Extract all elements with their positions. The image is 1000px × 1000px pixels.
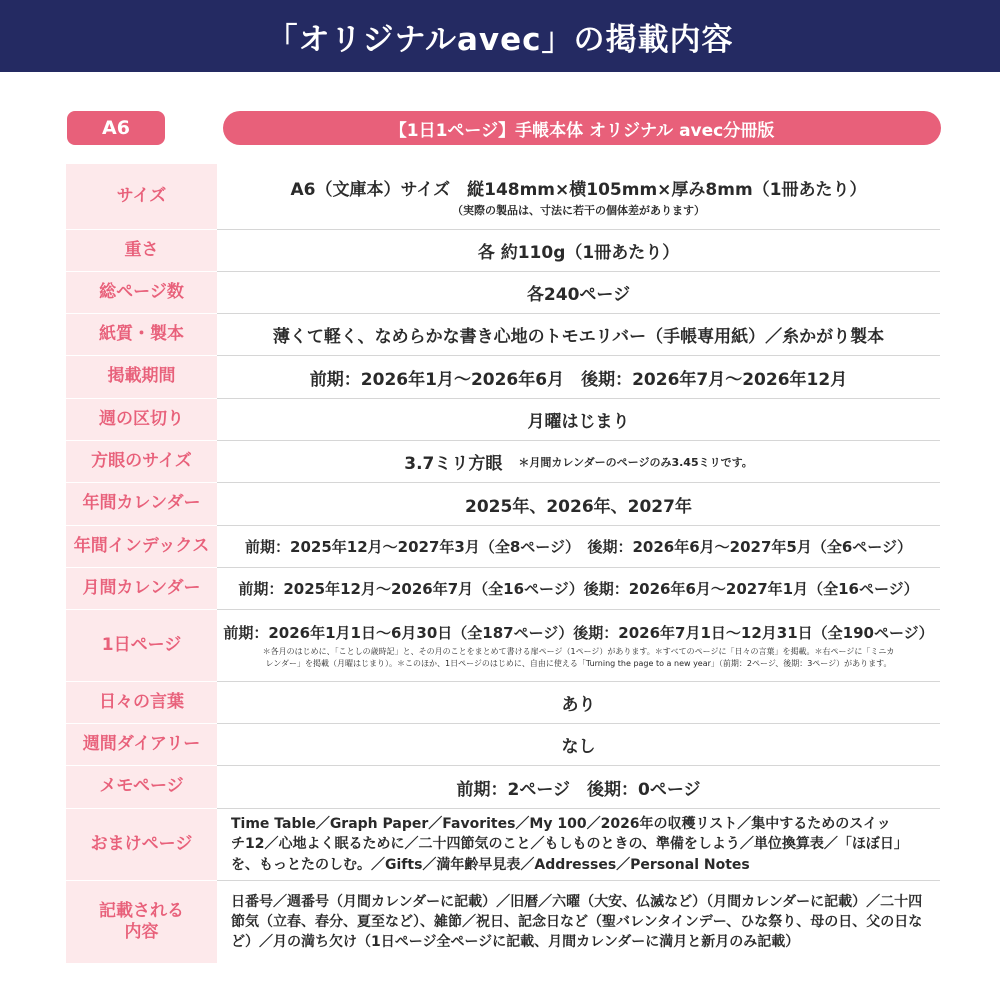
row-value: 前期：2ページ 後期：0ページ (217, 766, 940, 809)
row-label: 年間インデックス (66, 526, 217, 568)
spec-row-yearly-index (66, 526, 940, 568)
row-label: 日々の言葉 (66, 682, 217, 724)
spec-row-memo (66, 766, 940, 809)
spec-row-bonus-pages (66, 809, 940, 881)
row-label-line: 内容 (124, 922, 159, 942)
spec-row-contents (66, 881, 940, 963)
row-value: なし (217, 724, 940, 766)
spec-row-size (66, 164, 940, 230)
row-value (217, 164, 940, 230)
row-value: 月曜はじまり (217, 399, 940, 441)
row-label: 紙質・製本 (66, 314, 217, 356)
row-value (217, 809, 940, 881)
row-value (217, 881, 940, 963)
row-label: サイズ (66, 164, 217, 230)
row-label: 方眼のサイズ (66, 441, 217, 483)
row-value-text: 3.7ミリ方眼 (404, 454, 503, 474)
row-value: 各 約110g（1冊あたり） (217, 230, 940, 272)
row-label (66, 881, 217, 963)
row-label: 重さ (66, 230, 217, 272)
row-value-line: を、もっとたのしむ。／Gifts／満年齢早見表／Addresses／Personal Notes (231, 856, 750, 873)
row-label: 週の区切り (66, 399, 217, 441)
row-label: 年間カレンダー (66, 483, 217, 526)
row-value-line: チ12／心地よく眠るために／二十四節気のこと／もしものときの、準備をしよう／単位換算表／「ほぼ日」 (231, 836, 908, 853)
page-title: 「オリジナルavec」の掲載内容 (266, 21, 734, 58)
spec-row-weekly-diary (66, 724, 940, 766)
spec-row-daily-words (66, 682, 940, 724)
row-label: おまけページ (66, 809, 217, 881)
row-label: メモページ (66, 766, 217, 809)
spec-row-grid (66, 441, 940, 483)
row-value: あり (217, 682, 940, 724)
spec-row-pages (66, 272, 940, 314)
row-label: 総ページ数 (66, 272, 217, 314)
spec-row-period (66, 356, 940, 399)
product-title-badge (223, 111, 941, 145)
row-value-note-1: ＊各月のはじめに、「ことしの歳時記」と、その月のことをまとめて書ける扉ページ（1ページ）があります。＊すべてのページに「日々の言葉」を掲載。＊右ページに「ミニカ (262, 646, 895, 656)
row-value: 各240ページ (217, 272, 940, 314)
spec-row-yearly-calendar (66, 483, 940, 526)
row-value: 前期：2025年12月〜2027年3月（全8ページ） 後期：2026年6月〜2027年5月（全6ページ） (217, 526, 940, 568)
row-value: 2025年、2026年、2027年 (217, 483, 940, 526)
row-label: 月間カレンダー (66, 568, 217, 610)
row-value-note-2: レンダー」を掲載（月曜はじまり）。＊このほか、1日ページのはじめに、自由に使える「Turning the page to a new year」（前期：2ページ、後期：3ページ）があります。 (265, 658, 892, 668)
row-value: 前期：2026年1月〜2026年6月 後期：2026年7月〜2026年12月 (217, 356, 940, 399)
spec-row-paper (66, 314, 940, 356)
product-title-label: 【1日1ページ】手帳本体 オリジナル avec分冊版 (389, 120, 775, 141)
row-value-line: Time Table／Graph Paper／Favorites／My 100／2026年の収穫リスト／集中するためのスイッ (231, 816, 891, 833)
spec-row-week-start (66, 399, 940, 441)
row-value (217, 441, 940, 483)
row-value-line: 節気（立春、春分、夏至など）、雑節／祝日、記念日など（聖バレンタインデー、ひな祭り、母の日、父の日な (231, 913, 923, 930)
row-label: 1日ページ (66, 610, 217, 682)
row-value-note: ＊月間カレンダーのページのみ3.45ミリです。 (518, 455, 753, 469)
row-value-text: 前期：2026年1月1日〜6月30日（全187ページ）後期：2026年7月1日〜12月31日（全190ページ） (223, 623, 934, 642)
row-value-line: 日番号／週番号（月間カレンダーに記載）／旧暦／六曜（大安、仏滅など）（月間カレンダーに記載）／二十四 (231, 893, 923, 910)
row-value-line: ど）／月の満ち欠け（1日ページ全ページに記載、月間カレンダーに満月と新月のみ記載） (231, 934, 800, 951)
size-badge (67, 111, 165, 145)
row-value-text: A6（文庫本）サイズ 縦148mm×横105mm×厚み8mm（1冊あたり） (290, 180, 867, 200)
size-badge-label: A6 (102, 117, 130, 139)
row-value (217, 610, 940, 682)
page-header (0, 0, 1000, 72)
spec-row-daily-page (66, 610, 940, 682)
row-label: 週間ダイアリー (66, 724, 217, 766)
row-label-line: 記載される (99, 900, 184, 921)
row-value: 薄くて軽く、なめらかな書き心地のトモエリバー（手帳専用紙）／糸かがり製本 (217, 314, 940, 356)
row-value-note: （実際の製品は、寸法に若干の個体差があります） (452, 204, 705, 217)
spec-row-weight (66, 230, 940, 272)
row-label: 掲載期間 (66, 356, 217, 399)
row-value: 前期：2025年12月〜2026年7月（全16ページ）後期：2026年6月〜2027年1月（全16ページ） (217, 568, 940, 610)
spec-row-monthly-calendar (66, 568, 940, 610)
